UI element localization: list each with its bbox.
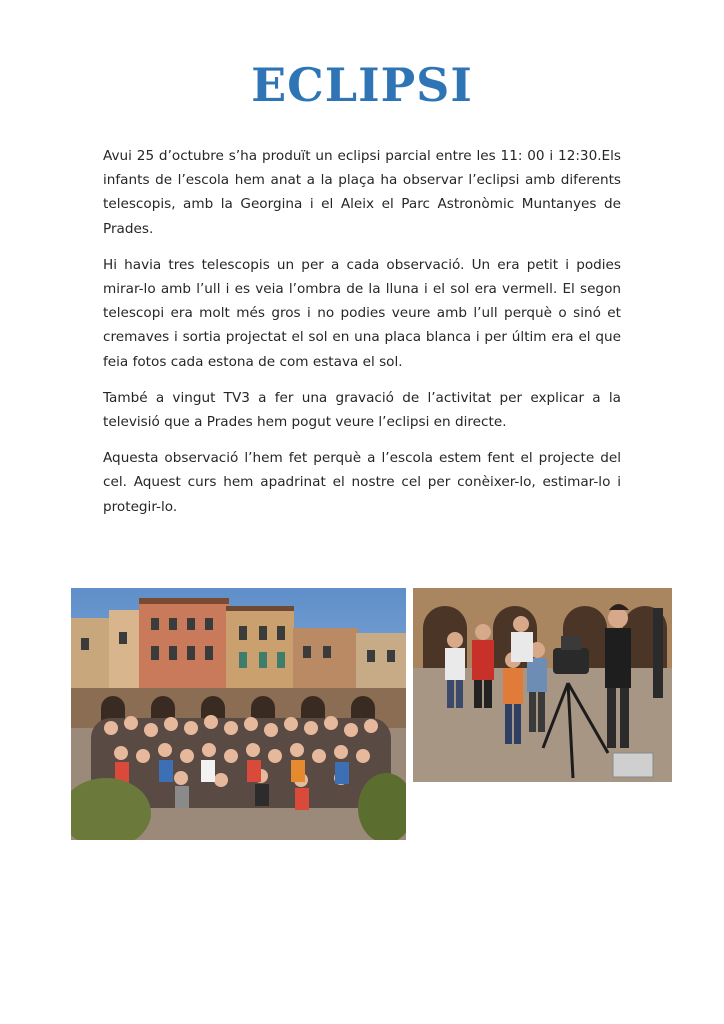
paragraph: Avui 25 d’octubre s’ha produït un eclipsi parcial entre les 11: 00 i 12:30.Els infants de l’escola hem anat a la plaça ha observar l’eclipsi amb diferents telescopis, amb la Georgina i el Aleix el Parc Astronòmic Muntanyes de Prades. bbox=[103, 148, 621, 237]
telescope-photo bbox=[413, 588, 672, 782]
group-photo bbox=[71, 588, 406, 840]
paragraph: Aquesta observació l’hem fet perquè a l’escola estem fent el projecte del cel. Aquest curs hem apadrinat el nostre cel per conèixer-lo, estimar-lo i protegir-lo. bbox=[103, 450, 621, 515]
article-body bbox=[103, 144, 621, 531]
group-photo-image bbox=[71, 588, 406, 840]
telescope-photo-image bbox=[413, 588, 672, 782]
page-title: ECLIPSI bbox=[251, 58, 473, 112]
paragraph: Hi havia tres telescopis un per a cada observació. Un era petit i podies mirar-lo amb l’ull i es veia l’ombra de la lluna i el sol era vermell. El segon telescopi era molt més gros i no podies veure amb l’ull perquè o sinó et cremaves i sortia projectat el sol en una placa blanca i per últim era el que feia fotos cada estona de com estava el sol. bbox=[103, 256, 621, 370]
paragraph: També a vingut TV3 a fer una gravació de l’activitat per explicar a la televisió que a Prades hem pogut veure l’eclipsi en directe. bbox=[103, 389, 621, 431]
